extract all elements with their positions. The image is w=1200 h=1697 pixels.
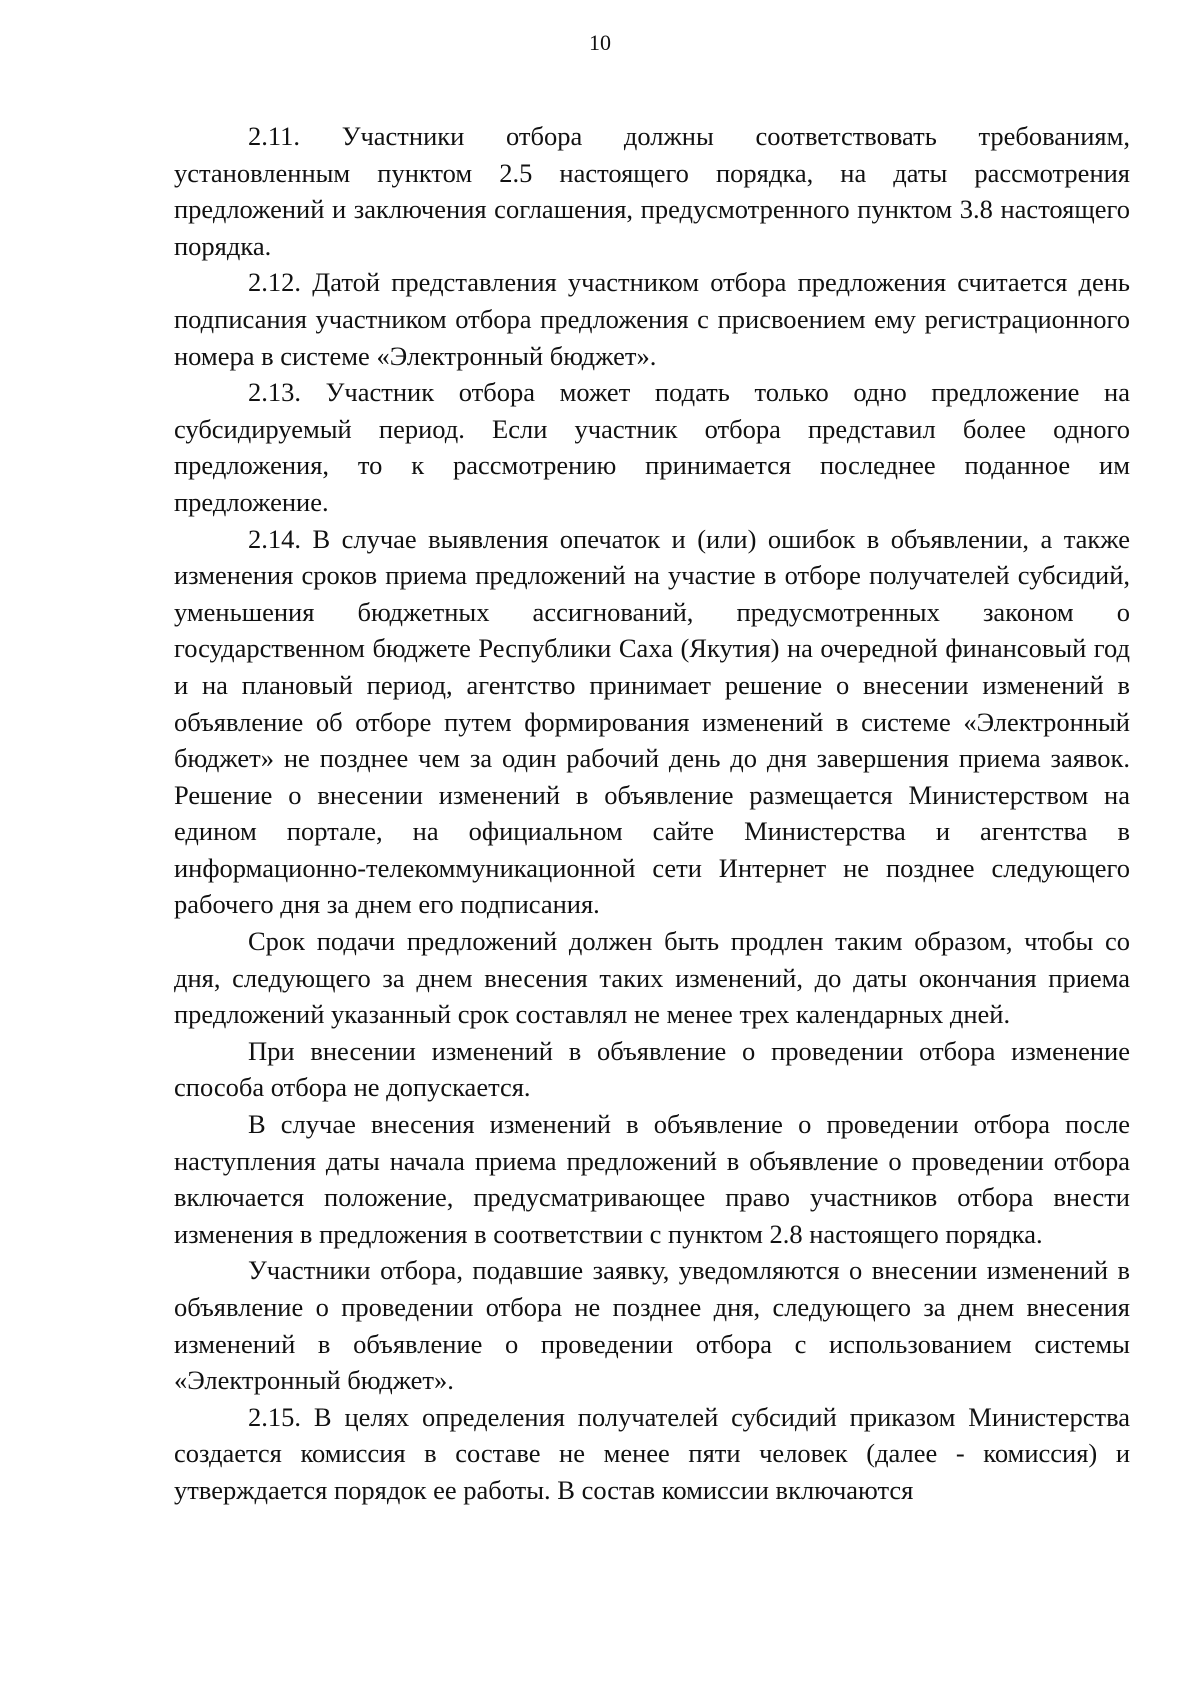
paragraph-2-13: 2.13. Участник отбора может подать только одно предложение на субсидируемый период. Если участник отбора представил более одного предложения, то к рассмотрению принимается последнее поданное им предложение. [174,377,1130,517]
page-number: 10 [589,30,611,55]
paragraph-2-11: 2.11. Участники отбора должны соответствовать требованиям, установленным пунктом 2.5 настоящего порядка, на даты рассмотрения предложений и заключения соглашения, предусмотренного пунктом 3.8 настоящего порядка. [174,121,1130,261]
paragraph-changes-after-start: В случае внесения изменений в объявление о проведении отбора после наступления даты начала приема предложений в объявление о проведении отбора включается положение, предусматривающее право участников отбора внести изменения в предложения в соответствии с пунктом 2.8 настоящего порядка. [174,1109,1130,1249]
paragraph-2-14: 2.14. В случае выявления опечаток и (или) ошибок в объявлении, а также изменения сроков приема предложений на участие в отборе получателей субсидий, уменьшения бюджетных ассигнований, предусмотренных законом о государственном бюджете Республики Саха (Якутия) на очередной финансовый год и на плановый период, агентство принимает решение о внесении изменений в объявление об отборе путем формирования изменений в системе «Электронный бюджет» не позднее чем за один рабочий день до дня завершения приема заявок. Решение о внесении изменений в объявление размещается Министерством на едином портале, на официальном сайте Министерства и агентства в информационно-телекоммуникационной сети Интернет не позднее следующего рабочего дня за днем его подписания. [174,523,1130,920]
paragraph-participant-notification: Участники отбора, подавшие заявку, уведомляются о внесении изменений в объявление о проведении отбора не позднее дня, следующего за днем внесения изменений в объявление о проведении отбора с использованием системы «Электронный бюджет». [174,1255,1130,1396]
paragraph-2-12: 2.12. Датой представления участником отбора предложения считается день подписания участником отбора предложения с присвоением ему регистрационного номера в системе «Электронный бюджет». [174,267,1130,371]
paragraph-deadline-extension: Срок подачи предложений должен быть продлен таким образом, чтобы со дня, следующего за днем внесения таких изменений, до даты окончания приема предложений указанный срок составлял не менее трех календарных дней. [174,926,1130,1030]
document-body [174,118,1130,1509]
paragraph-2-15: 2.15. В целях определения получателей субсидий приказом Министерства создается комиссия в составе не менее пяти человек (далее - комиссия) и утверждается порядок ее работы. В состав комиссии включаются [174,1401,1130,1505]
paragraph-selection-method: При внесении изменений в объявление о проведении отбора изменение способа отбора не допускается. [174,1035,1130,1103]
